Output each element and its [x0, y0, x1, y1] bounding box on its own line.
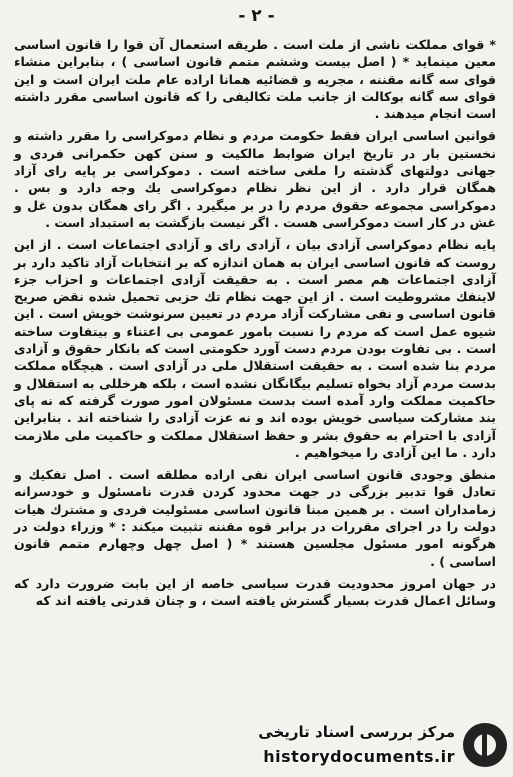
paragraph-5: در جهان امروز محدودیت قدرت سیاسی خاصه از این بابت ضرورت دارد که وسائل اعمال قدرت بسیار گسترش یافته است ، و چنان قدرتی یافته اند که	[14, 575, 496, 609]
watermark-persian-text: مرکز بررسی اسناد تاریخی	[258, 723, 455, 741]
paragraph-4: منطق وجودی قانون اساسی ایران نفی اراده مطلقه است . اصل تفکیك و تعادل قوا تدبیر بزرگی در جهت محدود کردن قدرت نامسئول و خودسرانه زمامداران است . بر همین مبنا قانون اساسی مسئولیت فردی و مشترك هیات دولت را در اجرای مقررات در برابر قوه مقننه تثبیت میکند : * وزراء دولت در هرگونه امور مسئول مجلسین هستند * ( اصل چهل وچهارم متمم قانون اساسی ) .	[14, 467, 496, 569]
page-number: - ۲ -	[238, 6, 275, 26]
logo-bar	[482, 727, 487, 763]
paragraph-1: * قوای مملکت ناشی از ملت است . طریقه استعمال آن قوا را قانون اساسی معین مینماید * ( اصل بیست وششم متمم قانون اساسی ) ، بنابراین منشاء قوای سه گانه مقننه ، مجریه و قضائیه همانا اراده عام ملت ایران است و این قوای سه گانه بوکالت از جانب ملت تکالیفی را که قانون اساسی مقرر داشته است انجام میدهند .	[14, 37, 496, 122]
paragraph-3: پایه نظام دموکراسی آزادی بیان ، آزادی رای و آزادی اجتماعات است . از این روست که قانون اساسی ایران به همان اندازه که بر انتخابات آزاد تاکید دارد بر آزادی اجتماعات هم مصر است . به حقیقت آزادی اجتماعات و احزاب جزء لاینفك مشروطیت است . از این جهت نظام تك حزبی تحمیل شده نقض صریح قانون اساسی و نفی مشارکت آزاد مردم در تعیین سرنوشت خویش است . این شیوه عمل است که مردم را نسبت بامور عمومی بی اعتناء و بیتفاوت ساخته است . بی تفاوت بودن مردم دست آورد حکومتی است که بانکار حقوق و آزادی مردم بنا شده است . به حقیقت استقلال ملی در آزادی است . هیچگاه مملکت بدست مردم آزاد بخواه تسلیم بیگانگان نشده است ، بلکه هرخللی به استقلال و حاکمیت مملکت وارد آمده است بدست مسئولان امور صورت گرفته که نه پای بند مشارکت سیاسی خویش بوده اند و نه عزت آزادی را شناخته اند . بنابراین آزادی با احترام به حقوق بشر و حفظ استقلال مملکت و حاکمیت ملی ملازمت دارد . ما این آزادی را میخواهیم .	[14, 237, 496, 460]
paragraph-2: قوانین اساسی ایران فقط حکومت مردم و نظام دموکراسی را مقرر داشته و نخستین بار در تاریخ ایران ضوابط مالکیت و سنن کهن حکمرانی فردی و جهانی دولتهای گذشته را ملغی ساخته است . دموکراسی بر پایه رای آزاد همگان قرار دارد . از این نظر نظام دموکراسی یك وجه دارد و بس . دموکراسی مجموعه حقوق مردم را در بر میگیرد . اگر رای همگان بدون غل و غش در کار است دموکراسی هست . اگر نیست بازگشت به استبداد است .	[14, 128, 496, 230]
watermark-site-text: historydocuments.ir	[263, 747, 455, 766]
watermark	[197, 723, 507, 773]
document-body	[14, 36, 496, 615]
